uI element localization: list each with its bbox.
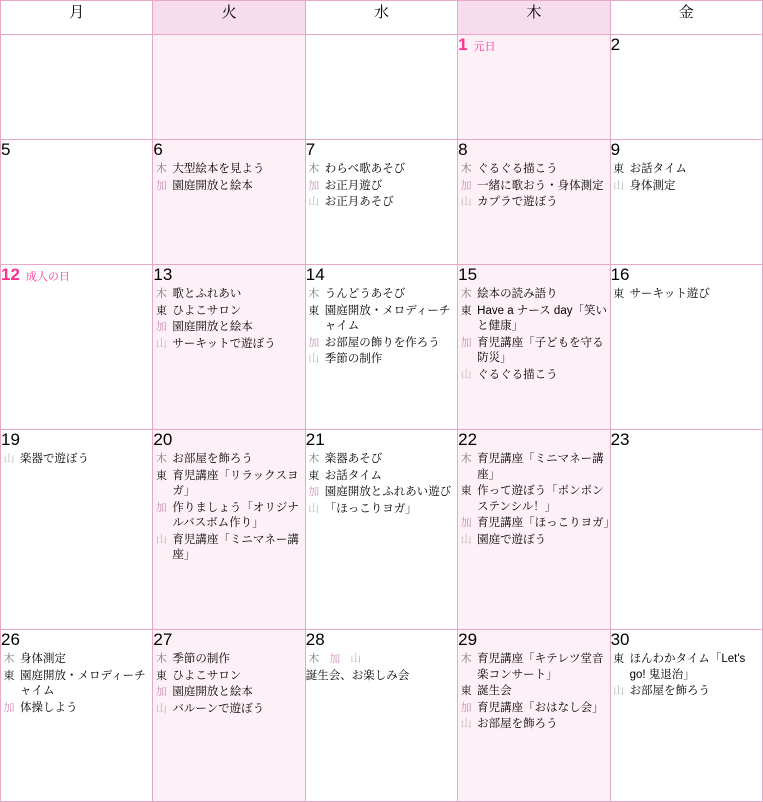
day-number: 9 [610, 140, 621, 159]
event-item[interactable] [1, 452, 152, 468]
event-item[interactable] [306, 352, 457, 368]
event-text: カプラで遊ぼう [477, 196, 558, 208]
day-number: 23 [610, 430, 630, 449]
day-number-row [306, 140, 457, 160]
day-number: 16 [610, 265, 630, 284]
calendar-week-row [1, 265, 763, 430]
calendar-body [1, 35, 763, 802]
day-number-row [458, 140, 609, 160]
event-text: 身体測定 [629, 179, 676, 192]
day-number-row [1, 140, 152, 160]
event-text: 誕生会 [477, 685, 512, 697]
event-tag: 木 [308, 453, 320, 465]
calendar-day-cell[interactable] [458, 140, 610, 265]
event-item[interactable] [153, 469, 304, 500]
calendar-day-cell[interactable] [153, 430, 305, 630]
event-item[interactable] [153, 669, 304, 685]
event-tag: 木 [460, 653, 472, 665]
event-tag: 木 [155, 163, 167, 175]
event-text: 楽器あそび [324, 453, 383, 465]
event-text: 一緒に歌おう・身体測定 [477, 179, 604, 192]
event-item[interactable] [153, 501, 304, 532]
event-tag: 木 [308, 653, 320, 665]
event-item[interactable] [458, 179, 609, 195]
day-number-row [153, 430, 304, 450]
event-text: サーキットで遊ぼう [172, 337, 276, 350]
event-text: 絵本の読み語り [477, 288, 558, 300]
event-tag: 木 [460, 453, 472, 465]
day-number-row [306, 35, 457, 55]
event-text: ぐるぐる描こう [477, 163, 558, 175]
event-text: 歌とふれあい [172, 288, 242, 300]
event-list [458, 452, 616, 548]
weekday-header-tue: 火 [153, 1, 305, 35]
weekday-header-mon: 月 [1, 1, 153, 35]
day-number: 14 [305, 265, 325, 284]
day-number: 15 [458, 265, 478, 284]
event-tag: 木 [460, 288, 472, 300]
event-item[interactable] [306, 485, 457, 501]
event-item[interactable] [306, 162, 457, 178]
event-tag: 山 [460, 718, 472, 730]
event-list [153, 652, 304, 717]
event-tag: 東 [613, 288, 625, 300]
event-item[interactable] [458, 287, 609, 303]
event-item[interactable] [153, 652, 304, 668]
event-item[interactable] [458, 652, 609, 683]
holiday-label: 成人の日 [25, 271, 70, 283]
day-number: 8 [458, 140, 468, 159]
event-text: 体操しよう [20, 701, 78, 714]
weekday-header-thu: 木 [458, 1, 610, 35]
event-item[interactable] [458, 304, 609, 335]
event-list [306, 287, 457, 368]
event-item[interactable] [153, 533, 304, 564]
calendar-day-cell[interactable] [305, 430, 457, 630]
calendar-day-cell[interactable] [305, 630, 457, 802]
calendar-header [1, 1, 763, 35]
event-item[interactable] [153, 287, 304, 303]
event-tag: 木 [308, 288, 320, 300]
event-item[interactable] [458, 452, 609, 483]
calendar-day-cell[interactable] [458, 265, 610, 430]
event-item[interactable] [153, 337, 304, 353]
day-number-row [611, 430, 762, 450]
event-item[interactable] [306, 179, 457, 195]
event-tag: 加 [460, 517, 472, 529]
event-text: 作りましょう「オリジナルバスボム作り」 [172, 501, 299, 529]
event-item[interactable] [611, 684, 762, 700]
calendar-empty-cell[interactable] [1, 35, 153, 140]
event-tag: 木 [155, 288, 167, 300]
event-text: サーキット遊び [629, 288, 710, 300]
event-tag: 山 [308, 353, 320, 365]
event-item[interactable] [458, 336, 609, 367]
event-text: 育児講座「キテレツ堂音楽コンサート」 [477, 653, 604, 681]
day-number-row [458, 630, 609, 650]
calendar-day-cell[interactable] [305, 265, 457, 430]
event-text: お正月あそび [324, 196, 394, 208]
weekday-header-fri: 金 [610, 1, 762, 35]
event-tag: 加 [329, 653, 341, 665]
event-text: 園庭開放・メロディーチャイム [20, 669, 146, 697]
event-text: ぐるぐる描こう [477, 368, 558, 381]
day-number: 6 [153, 140, 163, 159]
event-tag: 加 [155, 686, 167, 698]
day-number-row [153, 35, 304, 55]
day-number: 28 [305, 630, 325, 649]
event-list [153, 162, 304, 194]
calendar-day-cell[interactable] [1, 140, 153, 265]
event-tag: 加 [155, 321, 167, 333]
day-number-row [458, 265, 609, 285]
day-number: 19 [1, 430, 20, 449]
event-text: 「ほっこりヨガ」 [324, 502, 417, 515]
event-text: 育児講座「ミニマネー講座」 [172, 533, 299, 561]
event-tag-group [306, 652, 457, 668]
calendar-empty-cell[interactable] [153, 35, 305, 140]
event-item[interactable] [458, 684, 609, 700]
day-number: 12 [1, 265, 20, 284]
event-item[interactable] [1, 669, 152, 700]
weekday-header-wed: 水 [305, 1, 457, 35]
event-tag: 東 [460, 485, 472, 497]
event-tag: 山 [3, 453, 15, 465]
day-number: 1 [458, 35, 468, 54]
event-tag: 東 [460, 685, 472, 697]
event-text: ひよこサロン [172, 669, 242, 682]
day-number: 21 [305, 430, 325, 449]
event-item[interactable] [458, 516, 616, 532]
event-text: 園庭で遊ぼう [477, 533, 547, 546]
event-tag: 東 [613, 653, 625, 665]
event-text: 園庭開放と絵本 [172, 686, 253, 698]
event-list [153, 452, 304, 564]
event-text: ほんわかタイム「Let's go! 鬼退治」 [629, 653, 746, 681]
event-item[interactable] [458, 484, 609, 515]
event-text: 園庭開放とふれあい遊び [324, 486, 452, 498]
event-text: わらべ歌あそび [324, 163, 406, 175]
event-tag: 加 [460, 336, 472, 349]
event-text: うんどうあそび [324, 288, 406, 300]
event-item[interactable] [153, 685, 304, 701]
calendar-empty-cell[interactable] [305, 35, 457, 140]
event-item[interactable] [306, 287, 457, 303]
day-number: 7 [305, 140, 316, 159]
event-item[interactable] [458, 162, 609, 178]
calendar-day-cell[interactable] [305, 140, 457, 265]
event-tag: 木 [3, 653, 15, 665]
event-tag: 加 [155, 179, 167, 192]
event-list [458, 287, 609, 383]
event-tag: 加 [155, 501, 167, 514]
calendar-day-cell[interactable] [1, 265, 153, 430]
event-text: 育児講座「リラックスヨガ」 [172, 469, 299, 497]
calendar-week-row [1, 35, 763, 140]
event-tag: 山 [613, 685, 625, 697]
event-tag: 木 [308, 163, 320, 175]
day-number-row [1, 265, 152, 285]
day-number-row [306, 630, 457, 650]
calendar-day-cell[interactable] [1, 630, 153, 802]
event-tag: 山 [460, 533, 472, 546]
calendar-week-row [1, 430, 763, 630]
event-tag: 木 [155, 453, 167, 465]
event-item[interactable] [1, 701, 152, 717]
day-number-row [458, 35, 609, 55]
event-text: Have a ナース day「笑いと健康」 [477, 304, 607, 332]
event-text: 身体測定 [20, 653, 66, 665]
calendar-day-cell[interactable] [610, 140, 762, 265]
event-item[interactable] [611, 652, 762, 683]
day-number-row [1, 35, 152, 55]
day-number-row [1, 630, 152, 650]
event-tag: 東 [308, 469, 320, 482]
calendar-day-cell[interactable] [458, 630, 610, 802]
day-number-row [306, 265, 457, 285]
event-tag: 山 [460, 368, 472, 381]
event-tag: 山 [308, 196, 320, 208]
event-tag: 山 [460, 196, 472, 208]
day-number: 30 [610, 630, 630, 649]
day-number: 20 [153, 430, 173, 449]
event-tag: 加 [308, 486, 320, 498]
event-tag: 加 [460, 701, 472, 714]
event-item[interactable] [458, 368, 609, 384]
event-tag: 東 [613, 163, 625, 175]
event-tag: 東 [308, 304, 320, 317]
event-tag: 東 [460, 304, 472, 317]
day-number-row [611, 35, 762, 55]
day-number: 27 [153, 630, 173, 649]
event-tag: 山 [350, 653, 362, 665]
day-number: 22 [458, 430, 478, 449]
event-text: 誕生会、お楽しみ会 [305, 669, 410, 682]
event-text: 園庭開放・メロディーチャイム [324, 304, 451, 332]
event-item[interactable] [306, 336, 457, 352]
event-text: 育児講座「おはなし会」 [477, 701, 604, 714]
event-tag: 加 [460, 179, 472, 192]
event-text: 園庭開放と絵本 [172, 179, 253, 192]
event-text: 育児講座「ミニマネー講座」 [477, 453, 604, 481]
event-list [611, 162, 762, 194]
event-text: 園庭開放と絵本 [172, 321, 253, 333]
event-text: 季節の制作 [324, 353, 383, 365]
event-text: お部屋を飾ろう [172, 453, 253, 465]
event-item[interactable] [306, 195, 457, 211]
day-number-row [153, 630, 304, 650]
event-list [611, 287, 762, 303]
event-item[interactable] [306, 304, 457, 335]
day-number-row [611, 630, 762, 650]
calendar-week-row [1, 630, 763, 802]
event-text: お部屋を飾ろう [629, 685, 711, 697]
day-number: 29 [458, 630, 478, 649]
event-tag: 山 [613, 179, 625, 192]
event-text: 作って遊ぼう「ポンポンステンシル！」 [477, 485, 604, 513]
calendar-day-cell[interactable] [610, 630, 762, 802]
calendar-day-cell[interactable] [458, 430, 616, 630]
calendar-week-row [1, 140, 763, 265]
event-text: バルーンで遊ぼう [172, 702, 265, 715]
day-number-row [153, 265, 304, 285]
day-number-row [306, 430, 457, 450]
event-item[interactable] [611, 179, 762, 195]
calendar-day-cell[interactable] [153, 140, 305, 265]
event-tag: 加 [308, 179, 320, 192]
event-text: 楽器で遊ぼう [20, 453, 89, 465]
event-item[interactable] [306, 502, 457, 518]
holiday-label: 元日 [473, 41, 496, 53]
calendar-day-cell[interactable] [610, 265, 762, 430]
event-text: 育児講座「子どもを守る防災」 [477, 336, 604, 364]
event-tag: 山 [155, 337, 167, 350]
event-item[interactable] [153, 702, 304, 718]
event-item[interactable] [458, 195, 609, 211]
day-number-row [458, 430, 609, 450]
event-item[interactable] [153, 452, 304, 468]
event-tag: 加 [3, 701, 15, 714]
event-tag: 東 [3, 669, 15, 682]
event-item[interactable] [458, 717, 609, 733]
calendar-day-cell[interactable] [610, 35, 762, 140]
event-list [1, 452, 152, 468]
event-tag: 山 [155, 702, 167, 715]
event-item[interactable] [458, 701, 609, 717]
event-item[interactable] [306, 452, 457, 468]
calendar-day-cell[interactable] [458, 35, 610, 140]
event-text: 季節の制作 [172, 653, 230, 665]
day-number-row [1, 430, 152, 450]
event-item[interactable] [611, 162, 762, 178]
event-tag: 山 [308, 502, 320, 515]
day-number: 13 [153, 265, 173, 284]
event-item[interactable] [153, 162, 304, 178]
event-tag: 山 [155, 533, 167, 546]
weekday-header-row [1, 1, 763, 35]
day-number: 5 [1, 140, 11, 159]
event-list [458, 652, 609, 733]
event-item[interactable] [1, 652, 152, 668]
calendar-day-cell[interactable] [153, 265, 305, 430]
calendar-day-cell[interactable] [1, 430, 153, 630]
event-text: 大型絵本を見よう [172, 163, 265, 175]
event-tag: 木 [155, 653, 167, 665]
event-item[interactable] [306, 469, 457, 485]
event-tag: 加 [308, 336, 320, 349]
event-text: お部屋を飾ろう [477, 718, 558, 730]
event-tag: 東 [155, 304, 167, 317]
event-text: お話タイム [629, 163, 687, 175]
event-text: お正月遊び [324, 179, 383, 192]
event-list [1, 652, 152, 716]
event-list [306, 452, 457, 517]
event-item[interactable] [153, 320, 304, 336]
calendar-day-cell[interactable] [610, 430, 762, 630]
event-item[interactable] [611, 287, 762, 303]
event-tag: 東 [155, 469, 167, 482]
event-text: お話タイム [324, 469, 383, 482]
event-tag: 木 [460, 163, 472, 175]
event-item[interactable] [153, 304, 304, 320]
day-number-row [611, 140, 762, 160]
event-list [458, 162, 609, 211]
event-item[interactable] [153, 179, 304, 195]
event-item[interactable] [458, 533, 609, 549]
day-number-row [611, 265, 762, 285]
event-text: お部屋の飾りを作ろう [324, 336, 440, 349]
event-text: 育児講座「ほっこりヨガ」 [477, 517, 616, 529]
day-number: 26 [1, 630, 20, 649]
event-list [611, 652, 762, 700]
event-tag: 東 [155, 669, 167, 682]
day-number-row [153, 140, 304, 160]
day-number: 2 [610, 35, 621, 54]
calendar-day-cell[interactable] [153, 630, 305, 802]
event-text: ひよこサロン [172, 304, 242, 317]
event-list [306, 162, 457, 211]
event-list [153, 287, 304, 352]
